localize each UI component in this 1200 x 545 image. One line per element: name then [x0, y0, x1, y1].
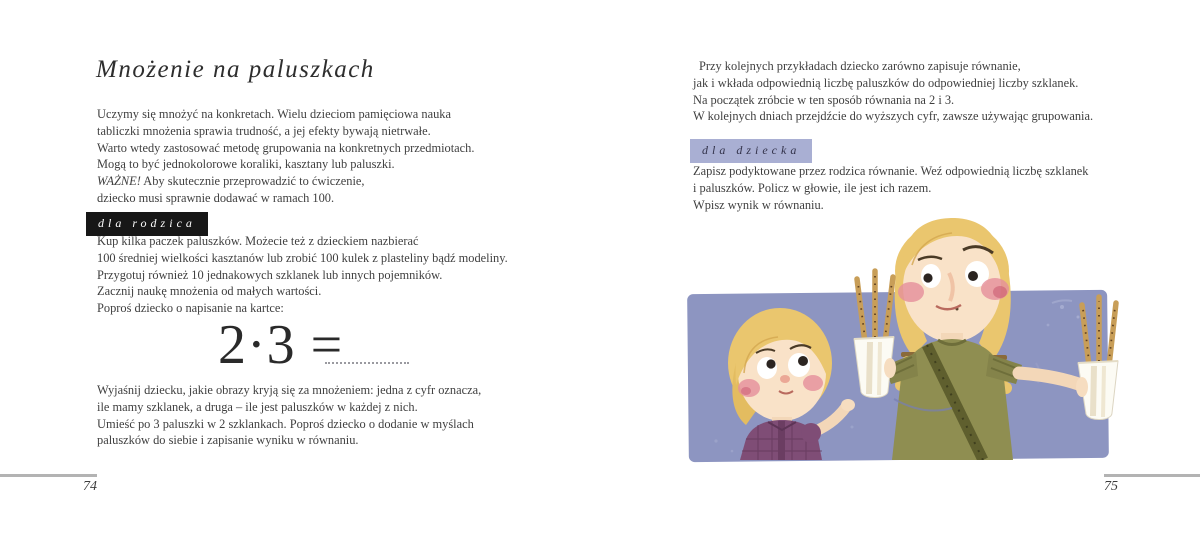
text-line: Poproś dziecko o napisanie na kartce: — [97, 301, 284, 316]
text-line: i paluszków. Policz w głowie, ile jest ich razem. — [693, 180, 932, 195]
text-line: Umieść po 3 paluszki w 2 szklankach. Poproś dziecko o dodanie w myślach — [97, 416, 474, 431]
page-title: Mnożenie na paluszkach — [96, 56, 375, 83]
text-line: Zapisz podyktowane przez rodzica równanie. Weź odpowiednią liczbę szklanek — [693, 164, 1089, 178]
text-line: Wpisz wynik w równaniu. — [693, 197, 824, 212]
child-instructions-paragraph — [693, 163, 1088, 213]
illustration-two-girls-with-cups — [680, 213, 1160, 470]
text-line: jak i wkłada odpowiednią liczbę paluszków do odpowiedniej liczby szklanek. — [693, 75, 1079, 90]
page-number-right: 75 — [1104, 479, 1118, 494]
text-line: W kolejnych dniach przejdźcie do wyższych cyfr, zawsze używając grupowania. — [693, 109, 1094, 124]
text-line: dziecko musi sprawnie dodawać w ramach 100. — [97, 190, 335, 205]
text-line: 100 średniej wielkości kasztanów lub zrobić 100 kulek z plasteliny bądź modeliny. — [97, 250, 508, 265]
text-line: Na początek zróbcie w ten sposób równania na 2 i 3. — [693, 92, 955, 107]
intro-paragraph — [97, 106, 474, 207]
text-line: Uczymy się mnożyć na konkretach. Wielu dzieciom pamięciowa nauka — [97, 107, 451, 121]
parent-instructions-paragraph — [97, 233, 508, 317]
older-girl-cheek — [898, 282, 924, 302]
text-line: Przy kolejnych przykładach dziecko zarówno zapisuje równanie, — [699, 59, 1021, 73]
shirt-placket — [778, 421, 785, 460]
section-label-dla-rodzica: dla rodzica — [86, 212, 208, 236]
text-line: Warto wtedy zastosować metodę grupowania na konkretnych przedmiotach. — [97, 140, 475, 155]
older-girl-fingers — [884, 358, 896, 378]
footer-rule-left — [0, 474, 97, 477]
younger-girl-nose — [780, 375, 790, 383]
text-line: ile mamy szklanek, a druga – ile jest paluszków w każdej z nich. — [97, 399, 418, 414]
continuation-paragraph — [693, 58, 1093, 125]
text-line: Zacznij naukę mnożenia od małych wartości. — [97, 284, 322, 299]
important-emphasis: WAŻNE! — [97, 174, 141, 189]
explanation-paragraph — [97, 382, 481, 449]
text-line: Mogą to być jednokolorowe koraliki, kasztany lub paluszki. — [97, 157, 395, 172]
text-line-rest: Aby skutecznie przeprowadzić to ćwiczenie, — [140, 174, 365, 189]
text-line: Przygotuj również 10 jednakowych szklanek lub innych pojemników. — [97, 267, 443, 282]
text-line: Wyjaśnij dziecku, jakie obrazy kryją się za mnożeniem: jedna z cyfr oznacza, — [97, 383, 482, 397]
answer-blank-dotted-line — [325, 346, 409, 364]
older-girl-fingers — [1076, 377, 1088, 397]
text-line: paluszków do siebie i zapisanie wyniku w równaniu. — [97, 433, 359, 448]
younger-girl-eye — [757, 357, 777, 379]
page-number-left: 74 — [83, 479, 97, 494]
text-line: tabliczki mnożenia sprawia trudność, a jej efekty bywają nietrwałe. — [97, 123, 431, 138]
younger-girl-sleeve — [801, 423, 821, 443]
younger-girl-hand — [841, 399, 855, 411]
equation-text: 2·3 = — [218, 314, 344, 376]
text-line — [97, 173, 474, 190]
younger-girl-eye — [788, 353, 810, 377]
footer-rule-right — [1104, 474, 1200, 477]
section-label-dla-dziecka: dla dziecka — [690, 139, 812, 163]
younger-girl-cheek — [803, 375, 823, 391]
text-line: Kup kilka paczek paluszków. Możecie też z dzieckiem nazbierać — [97, 234, 419, 248]
